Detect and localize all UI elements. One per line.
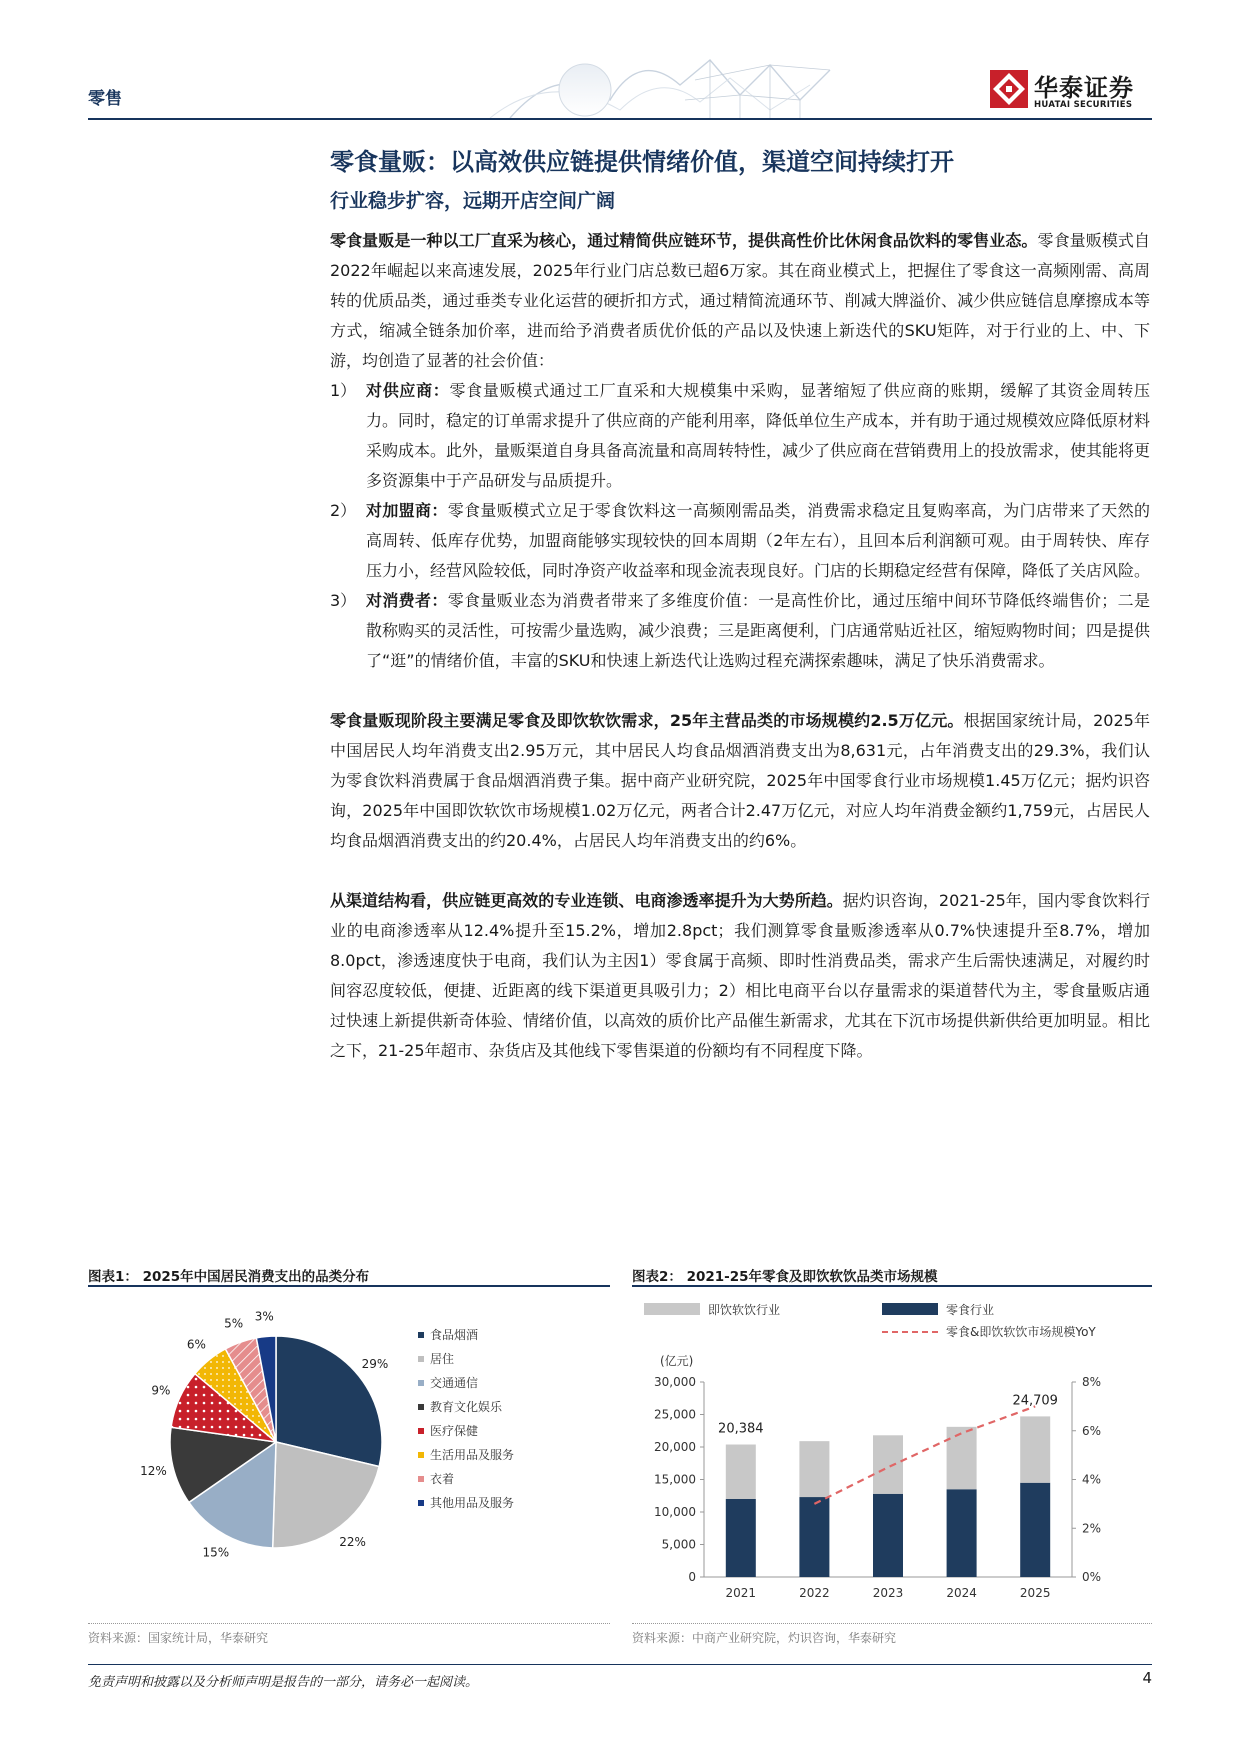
x-tick-label: 2022 bbox=[799, 1586, 830, 1600]
pie-slice-label: 5% bbox=[224, 1316, 244, 1331]
legend-swatch bbox=[418, 1332, 424, 1338]
x-tick-label: 2023 bbox=[872, 1586, 904, 1600]
legend-label: 生活用品及服务 bbox=[430, 1448, 515, 1462]
footer-disclaimer: 免责声明和披露以及分析师声明是报告的一部分，请务必一起阅读。 bbox=[88, 1675, 479, 1690]
y-tick-label-right: 2% bbox=[1082, 1521, 1102, 1536]
legend-label: 其他用品及服务 bbox=[430, 1496, 515, 1510]
figure-2 bbox=[632, 1265, 1152, 1645]
figure-1-source-divider bbox=[88, 1623, 610, 1624]
y-tick-label-right: 4% bbox=[1082, 1472, 1102, 1487]
y-tick-label-right: 6% bbox=[1082, 1423, 1102, 1438]
legend-swatch-soft-drinks bbox=[644, 1303, 700, 1315]
legend-label-snacks: 零食行业 bbox=[946, 1303, 995, 1317]
bar-soft-drinks-2025 bbox=[1020, 1416, 1050, 1482]
legend-label: 交通通信 bbox=[430, 1376, 479, 1390]
paragraph-2-text: 根据国家统计局，2025年中国居民人均年消费支出2.95万元，其中居民人均食品烟酒消费支出为8,631元，占年消费支出的29.3%，我们认为零食饮料消费属于食品烟酒消费子集。据中商产业研究院，2025年中国零食行业市场规模1.45万亿元；据灼识咨询，2025年中国即饮软饮市场规模1.02万亿元，两者合计2.47万亿元，对应人均年消费金额约1,759元，占居民人均食品烟酒消费支出的约20.4%，占居民人均年消费支出的约6%。 bbox=[330, 711, 1150, 850]
y-tick-label-left: 0 bbox=[688, 1570, 696, 1584]
pie-slice-label: 29% bbox=[361, 1356, 389, 1371]
legend-label-soft-drinks: 即饮软饮行业 bbox=[708, 1303, 781, 1317]
x-tick-label: 2021 bbox=[725, 1586, 757, 1600]
paragraph-1-text: 零食量贩模式自2022年崛起以来高速发展，2025年行业门店总数已超6万家。其在商业模式上，把握住了零食这一高频刚需、高周转的优质品类，通过垂类专业化运营的硬折扣方式，通过精简流通环节、削减大牌溢价、减少供应链信息摩擦成本等方式，缩减全链条加价率，进而给予消费者质优价低的产品以及快速上新迭代的SKU矩阵，对于行业的上、中、下游，均创造了显著的社会价值： bbox=[330, 231, 1150, 370]
bar-snacks-2024 bbox=[947, 1489, 977, 1577]
y-tick-label-left: 25,000 bbox=[654, 1407, 696, 1422]
legend-swatch bbox=[418, 1500, 424, 1506]
bar-soft-drinks-2021 bbox=[726, 1445, 756, 1499]
paragraph-3-text: 据灼识咨询，2021-25年，国内零食饮料行业的电商渗透率从12.4%提升至15.2%，增加2.8pct；我们测算零食量贩渗透率从0.7%快速提升至8.7%，增加8.0pct，渗透速度快于电商，我们认为主因1）零食属于高频、即时性消费品类，需求产生后需快速满足，对履约时间容忍度较低，便捷、近距离的线下渠道更具吸引力；2）相比电商平台以存量需求的渠道替代为主，零食量贩店通过快速上新提供新奇体验、情绪价值，以高效的质价比产品催生新需求，尤其在下沉市场提供新供给更加明显。相比之下，21-25年超市、杂货店及其他线下零售渠道的份额均有不同程度下降。 bbox=[330, 891, 1150, 1060]
legend-label: 教育文化娱乐 bbox=[430, 1400, 503, 1414]
figure-2-title: 图表2： 2021-25年零食及即饮软饮品类市场规模 bbox=[632, 1265, 1152, 1287]
y-axis-left-label: (亿元) bbox=[660, 1354, 694, 1368]
list-item-number: 1） bbox=[330, 381, 357, 400]
huatai-logo bbox=[990, 68, 1150, 116]
paragraph-2-lead: 零食量贩现阶段主要满足零食及即饮软饮需求，25年主营品类的市场规模约2.5万亿元。 bbox=[330, 711, 964, 730]
list-item-body: 零食量贩模式立足于零食饮料这一高频刚需品类，消费需求稳定且复购率高，为门店带来了天然的高周转、低库存优势，加盟商能够实现较快的回本周期（2年左右），且回本后利润额可观。由于周转快、库存压力小，经营风险较低，同时净资产收益率和现金流表现良好。门店的长期稳定经营有保障，降低了关店风险。 bbox=[366, 501, 1151, 580]
x-tick-label: 2024 bbox=[946, 1586, 977, 1600]
paragraph-3-lead: 从渠道结构看，供应链更高效的专业连锁、电商渗透率提升为大势所趋。 bbox=[330, 891, 843, 910]
list-item-number: 2） bbox=[330, 501, 357, 520]
pie-slice-label: 12% bbox=[140, 1464, 167, 1479]
bar-total-label: 20,384 bbox=[718, 1421, 764, 1437]
list-item-lead: 对加盟商： bbox=[366, 501, 448, 520]
list-item-text bbox=[366, 496, 1150, 586]
legend-label: 居住 bbox=[430, 1352, 455, 1366]
legend-label-yoy: 零食&即饮软饮市场规模YoY bbox=[946, 1325, 1096, 1339]
y-tick-label-right: 0% bbox=[1082, 1570, 1102, 1584]
y-tick-label-left: 30,000 bbox=[654, 1375, 696, 1389]
pie-legend bbox=[418, 1327, 514, 1510]
bar-snacks-2021 bbox=[726, 1499, 756, 1577]
legend-swatch bbox=[418, 1380, 424, 1386]
pie-slice-label: 9% bbox=[151, 1383, 171, 1398]
legend-swatch-snacks bbox=[882, 1303, 938, 1315]
y-tick-label-right: 8% bbox=[1082, 1375, 1102, 1389]
bar-labels bbox=[718, 1393, 1058, 1436]
legend-swatch bbox=[418, 1404, 424, 1410]
legend-label: 衣着 bbox=[430, 1472, 455, 1486]
y-tick-label-left: 5,000 bbox=[661, 1537, 696, 1552]
figure-1-title: 图表1： 2025年中国居民消费支出的品类分布 bbox=[88, 1265, 610, 1287]
footer-divider bbox=[88, 1664, 1152, 1665]
legend-swatch bbox=[418, 1476, 424, 1482]
y-tick-label-left: 10,000 bbox=[654, 1505, 696, 1519]
list-item-number: 3） bbox=[330, 591, 357, 610]
figure-1 bbox=[88, 1265, 610, 1645]
pie-slice-label: 6% bbox=[186, 1337, 206, 1352]
y-tick-label-left: 15,000 bbox=[654, 1472, 696, 1487]
bar-snacks-2022 bbox=[799, 1497, 829, 1577]
pie-slice-label: 3% bbox=[254, 1309, 274, 1324]
header-divider bbox=[88, 118, 1152, 120]
bar-bars bbox=[726, 1416, 1050, 1577]
bar-soft-drinks-2022 bbox=[799, 1441, 829, 1497]
paragraph-1-lead: 零食量贩是一种以工厂直采为核心，通过精简供应链环节，提供高性价比休闲食品饮料的零售业态。 bbox=[330, 231, 1038, 250]
figure-2-source-divider bbox=[632, 1623, 1152, 1624]
section-subtitle: 行业稳步扩容，远期开店空间广阔 bbox=[330, 190, 616, 212]
body-text bbox=[330, 226, 1150, 1066]
list-item-lead: 对消费者： bbox=[366, 591, 448, 610]
bar-legend bbox=[644, 1303, 1096, 1339]
figure-1-source: 资料来源：国家统计局，华泰研究 bbox=[88, 1631, 269, 1645]
paragraph-gap bbox=[330, 676, 1150, 706]
list-item bbox=[330, 496, 1150, 586]
logo-text-cn: 华泰证券 bbox=[1034, 74, 1134, 102]
list-item-text bbox=[366, 376, 1150, 496]
paragraph-gap bbox=[330, 856, 1150, 886]
paragraph-1 bbox=[330, 226, 1150, 376]
x-tick-label: 2025 bbox=[1019, 1586, 1051, 1600]
page-number: 4 bbox=[1142, 1669, 1152, 1687]
y-tick-label-left: 20,000 bbox=[654, 1440, 696, 1454]
legend-swatch bbox=[418, 1452, 424, 1458]
bar-snacks-2023 bbox=[873, 1494, 903, 1577]
list-item-lead: 对供应商： bbox=[366, 381, 450, 400]
pie-slices bbox=[170, 1336, 382, 1548]
header-decoration bbox=[470, 40, 860, 120]
legend-swatch bbox=[418, 1428, 424, 1434]
legend-label: 医疗保健 bbox=[430, 1424, 479, 1438]
bar-soft-drinks-2023 bbox=[873, 1435, 903, 1494]
yoy-line-path bbox=[814, 1406, 1035, 1504]
pie-slice-label: 22% bbox=[339, 1535, 366, 1550]
pie-slice-label: 15% bbox=[202, 1545, 230, 1560]
logo-mark-icon bbox=[990, 70, 1028, 108]
bar-total-label: 24,709 bbox=[1012, 1393, 1058, 1409]
list-item-body: 零食量贩模式通过工厂直采和大规模集中采购，显著缩短了供应商的账期，缓解了其资金周转压力。同时，稳定的订单需求提升了供应商的产能利用率，降低单位生产成本，并有助于通过规模效应降低原材料采购成本。此外，量贩渠道自身具备高流量和高周转特性，减少了供应商在营销费用上的投放需求，使其能将更多资源集中于产品研发与品质提升。 bbox=[366, 381, 1151, 490]
list-item bbox=[330, 586, 1150, 676]
legend-swatch bbox=[418, 1356, 424, 1362]
header-sector: 零售 bbox=[88, 89, 122, 109]
list-item bbox=[330, 376, 1150, 496]
bar-soft-drinks-2024 bbox=[947, 1427, 977, 1489]
figure-2-source: 资料来源：中商产业研究院，灼识咨询，华泰研究 bbox=[632, 1631, 897, 1645]
pie-chart bbox=[88, 1287, 610, 1617]
yoy-line bbox=[814, 1406, 1035, 1504]
list-item-body: 零食量贩业态为消费者带来了多维度价值：一是高性价比，通过压缩中间环节降低终端售价；二是散称购买的灵活性，可按需少量选购，减少浪费；三是距离便利，门店通常贴近社区，缩短购物时间；四是提供了“逛”的情绪价值，丰富的SKU和快速上新迭代让选购过程充满探索趣味，满足了快乐消费需求。 bbox=[366, 591, 1151, 670]
legend-label: 食品烟酒 bbox=[430, 1328, 479, 1342]
stacked-bar-chart bbox=[632, 1287, 1152, 1617]
list-item-text bbox=[366, 586, 1150, 676]
section-title: 零食量贩：以高效供应链提供情绪价值，渠道空间持续打开 bbox=[330, 148, 954, 176]
paragraph-2 bbox=[330, 706, 1150, 856]
paragraph-3 bbox=[330, 886, 1150, 1066]
bar-snacks-2025 bbox=[1020, 1483, 1050, 1577]
logo-text-en: HUATAI SECURITIES bbox=[1034, 100, 1133, 110]
